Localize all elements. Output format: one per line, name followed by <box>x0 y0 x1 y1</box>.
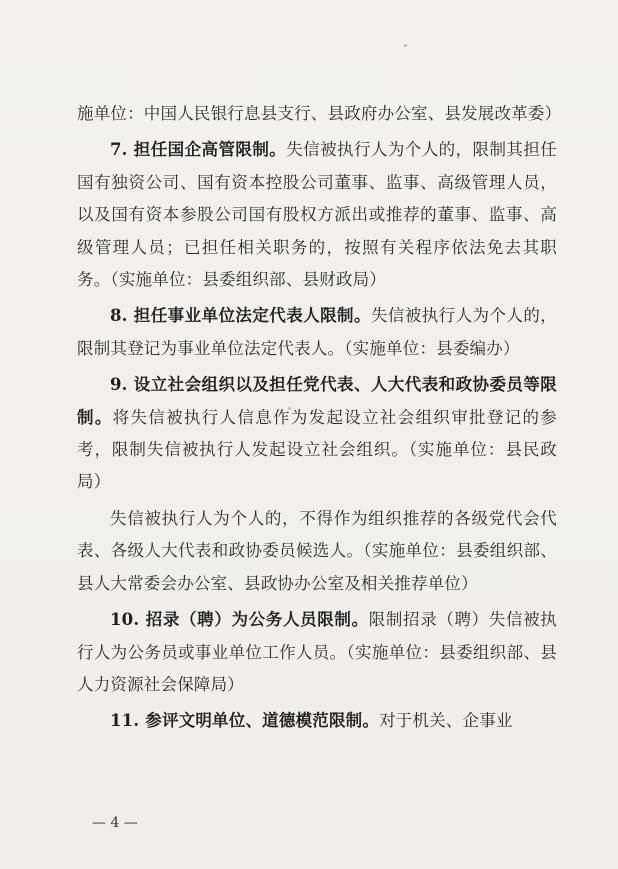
item-10-heading: 10. 招录（聘）为公务人员限制。 <box>110 610 369 630</box>
paragraph-item-8 <box>77 300 557 365</box>
page-number: — 4 — <box>92 815 138 831</box>
body-text <box>77 98 562 738</box>
item-11-text: 对于机关、企事业 <box>379 711 513 731</box>
item-8-heading: 8. 担任事业单位法定代表人限制。 <box>110 306 371 326</box>
scan-speck <box>404 44 407 47</box>
paragraph-1-text: 施单位：中国人民银行息县支行、县政府办公室、县发展改革委） <box>77 104 562 123</box>
paragraph-item-9 <box>77 369 557 499</box>
item-9-heading: 9. 设立社会组织以及担任党代表、人大代表和政协委员等限制。 <box>77 375 557 427</box>
item-10-text: 限制招录（聘）失信被执行人为公务员或事业单位工作人员。（实施单位：县委组织部、县人力资源社会保障局） <box>77 610 557 694</box>
item-9-text: 将失信被执行人信息作为发起设立社会组织审批登记的参考，限制失信被执行人发起设立社会组织。（实施单位：县民政局） <box>77 407 557 492</box>
paragraph-item-7 <box>77 134 557 296</box>
item-7-heading: 7. 担任国企高管限制。 <box>110 140 287 160</box>
item-11-heading: 11. 参评文明单位、道德模范限制。 <box>110 711 380 731</box>
paragraph-item-10 <box>77 604 557 701</box>
item-9-continued-text: 失信被执行人为个人的，不得作为组织推荐的各级党代会代表、各级人大代表和政协委员候选人。（实施单位：县委组织部、县人大常委会办公室、县政协办公室及相关推荐单位） <box>77 508 557 593</box>
paragraph-item-11 <box>77 705 557 737</box>
item-8-text: 失信被执行人为个人的，限制其登记为事业单位法定代表人。（实施单位：县委编办） <box>77 306 558 358</box>
paragraph-1 <box>77 98 562 130</box>
item-7-text: 失信被执行人为个人的，限制其担任国有独资公司、国有资本控股公司董事、监事、高级管理人员，以及国有资本参股公司国有股权方派出或推荐的董事、监事、高级管理人员；已担任相关职务的，按照有关程序依法免去其职务。（实施单位：县委组织部、县财政局） <box>77 140 558 290</box>
paragraph-item-9-continued <box>77 503 557 600</box>
